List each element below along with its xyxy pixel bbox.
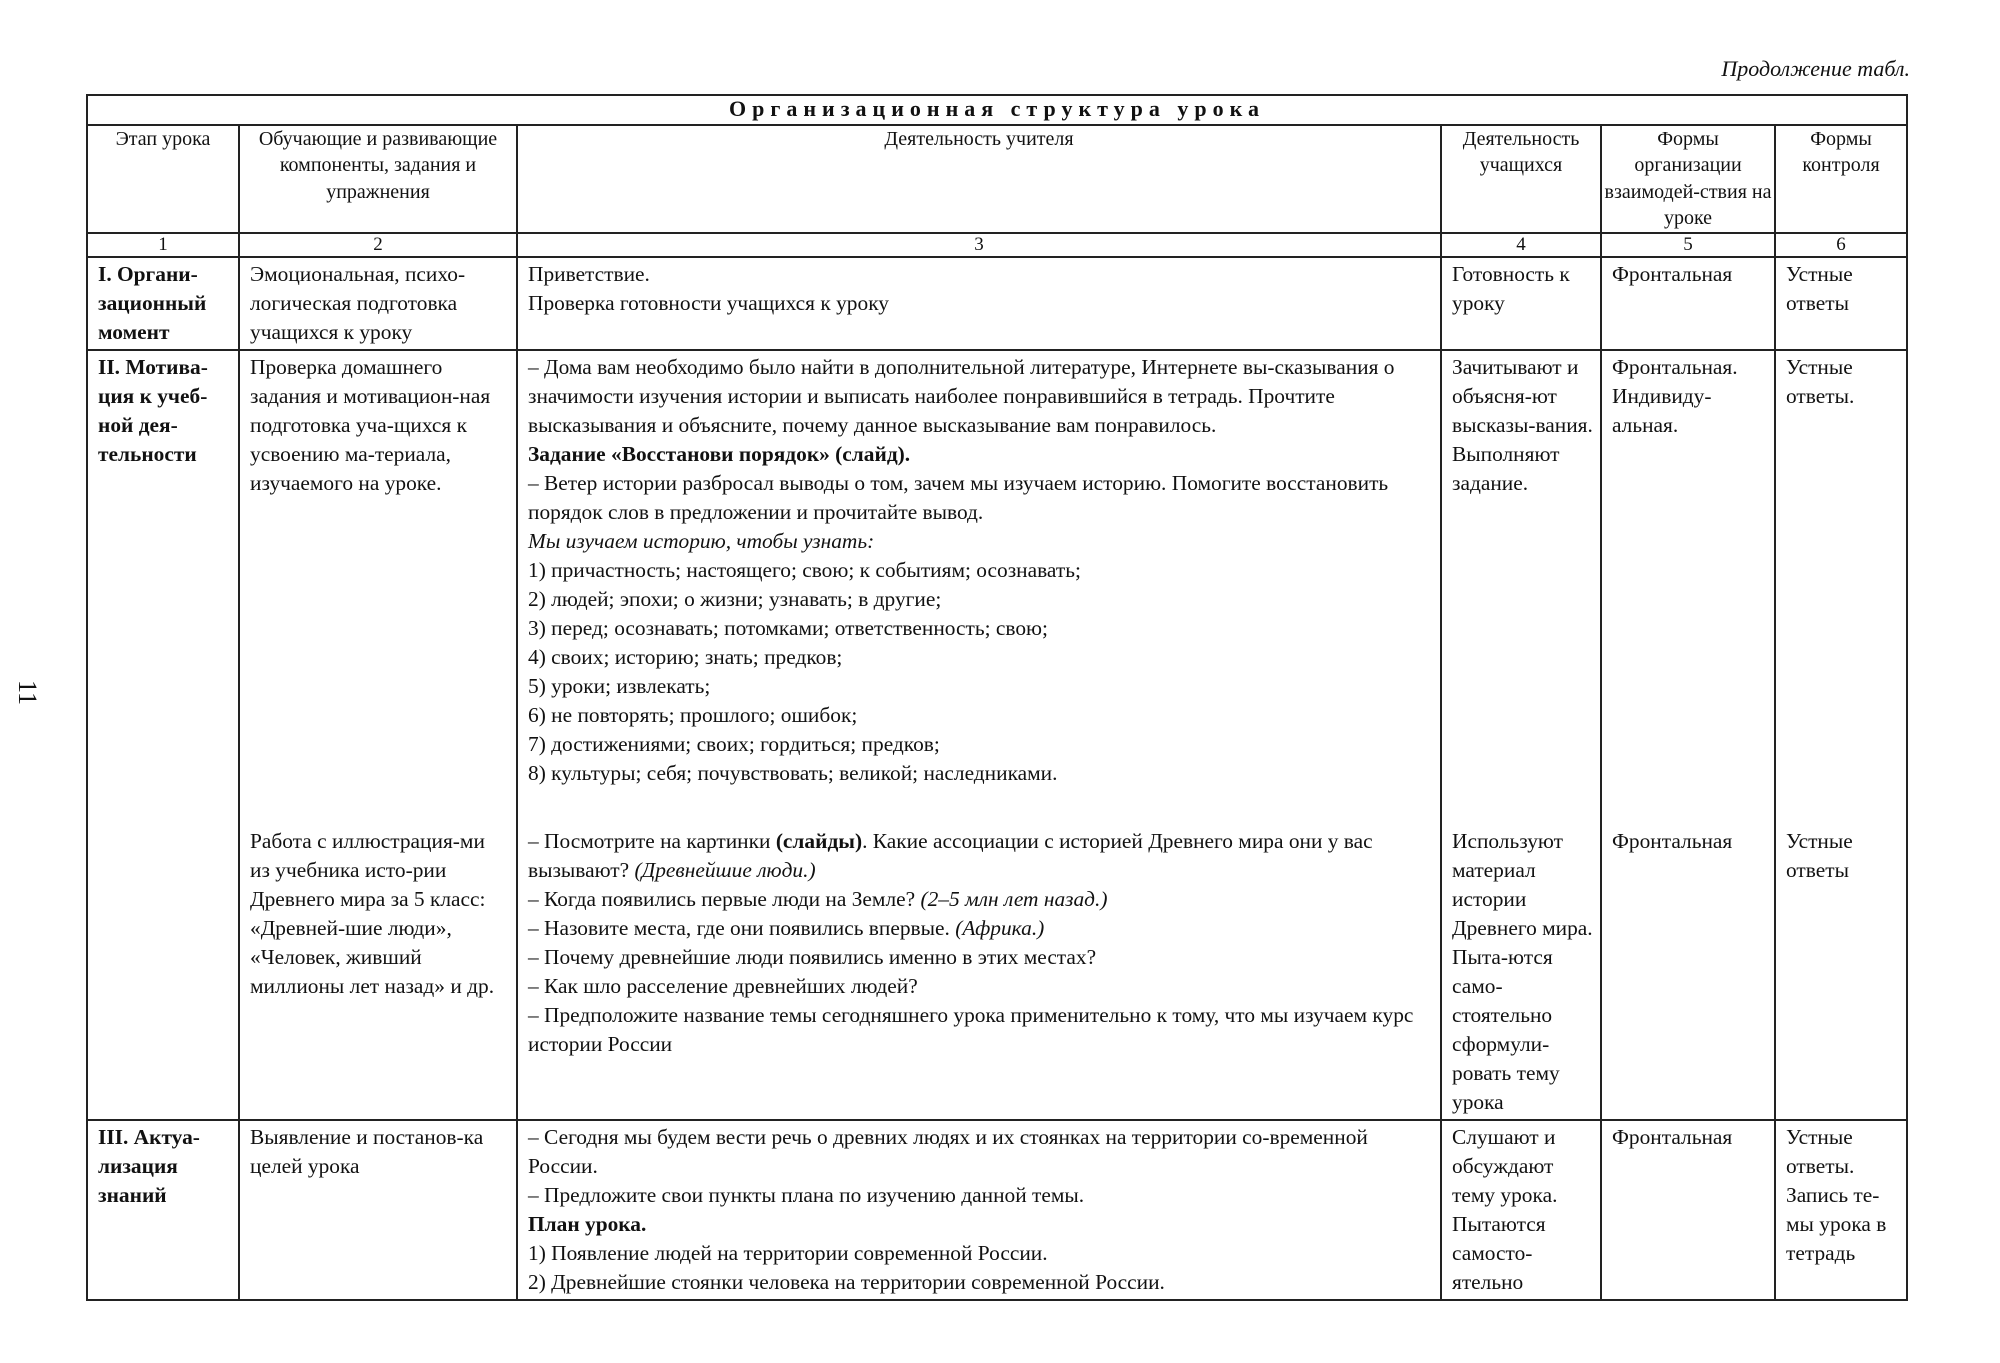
stage-label: I. Органи-зационный момент — [98, 262, 207, 344]
col-number: 5 — [1601, 233, 1775, 257]
component-text: Выявление и постанов-ка целей урока — [250, 1125, 484, 1178]
col-number: 2 — [239, 233, 517, 257]
teacher-line: – Предположите название темы сегодняшнего урока применительно к тому, что мы изучаем курс истории России — [528, 1003, 1414, 1056]
header-teacher: Деятельность учителя — [517, 125, 1441, 233]
col-number: 4 — [1441, 233, 1601, 257]
lesson-structure-table — [86, 94, 1908, 1301]
col-number: 6 — [1775, 233, 1907, 257]
control-form: Устные ответы — [1786, 829, 1853, 882]
control-form: Устные ответы. — [1786, 355, 1855, 408]
col-number: 3 — [517, 233, 1441, 257]
teacher-line: – Как шло расселение древнейших людей? — [528, 974, 918, 998]
teacher-line: – Когда появились первые люди на Земле? (2–5 млн лет назад.) — [528, 887, 1108, 911]
teacher-line: – Сегодня мы будем вести речь о древних людях и их стоянках на территории со-временной России. — [528, 1125, 1368, 1178]
plan-item: 1) Появление людей на территории современной России. — [528, 1241, 1048, 1265]
plan-title: План урока. — [528, 1212, 647, 1236]
interaction-form: Фронтальная — [1612, 262, 1733, 286]
students-activity: Готовность к уроку — [1452, 262, 1570, 315]
header-students: Деятельность учащихся — [1441, 125, 1601, 233]
task-item: 8) культуры; себя; почувствовать; великой; наследниками. — [528, 761, 1058, 785]
page-number: 11 — [13, 680, 42, 706]
task-item: 7) достижениями; своих; гордиться; предков; — [528, 732, 940, 756]
teacher-line: – Назовите места, где они появились впервые. (Африка.) — [528, 916, 1045, 940]
table-title: Организационная структура урока — [87, 95, 1907, 125]
task-item: 2) людей; эпохи; о жизни; узнавать; в другие; — [528, 587, 942, 611]
component-text: Эмоциональная, психо-логическая подготовка учащихся к уроку — [250, 262, 466, 344]
task-item: 4) своих; историю; знать; предков; — [528, 645, 843, 669]
teacher-activity — [518, 351, 1440, 825]
teacher-line: Приветствие. — [528, 262, 650, 286]
students-activity: Зачитывают и объясня-ют высказы-вания. Выполняют задание. — [1452, 355, 1593, 495]
teacher-line: – Ветер истории разбросал выводы о том, зачем мы изучаем историю. Помогите восстановить порядок слов в предложении и прочитайте вывод. — [528, 471, 1389, 524]
table-row — [87, 1120, 1907, 1300]
teacher-line: – Почему древнейшие люди появились именно в этих местах? — [528, 945, 1097, 969]
interaction-form: Фронтальная — [1612, 1125, 1733, 1149]
task-item: 6) не повторять; прошлого; ошибок; — [528, 703, 858, 727]
header-components: Обучающие и развивающие компоненты, задания и упражнения — [239, 125, 517, 233]
component-text: Проверка домашнего задания и мотивацион-ная подготовка уча-щихся к усвоению ма-териала, изучаемого на уроке. — [250, 355, 491, 495]
teacher-line: Проверка готовности учащихся к уроку — [528, 291, 889, 315]
teacher-line: – Дома вам необходимо было найти в дополнительной литературе, Интернете вы-сказывания о значимости изучения истории и выписать наиболее понравившийся в тетрадь. Прочтите высказывания и объясните, почему данное высказывание вам понравилось. — [528, 355, 1395, 437]
students-activity: Используют материал истории Древнего мира. Пыта-ются само-стоятельно сформули-ровать тему урока — [1452, 829, 1593, 1114]
table-row — [87, 257, 1907, 350]
teacher-activity — [518, 258, 1440, 320]
interaction-form: Фронтальная. Индивиду-альная. — [1612, 355, 1738, 437]
task-item: 5) уроки; извлекать; — [528, 674, 711, 698]
interaction-form: Фронтальная — [1612, 829, 1733, 853]
header-stage: Этап урока — [87, 125, 239, 233]
header-forms: Формы организации взаимодей-ствия на уроке — [1601, 125, 1775, 233]
control-form: Устные ответы — [1786, 262, 1853, 315]
column-number-row — [87, 233, 1907, 257]
students-activity: Слушают и обсуждают тему урока. Пытаются самосто-ятельно — [1452, 1125, 1558, 1294]
table-row — [87, 350, 1907, 1120]
continuation-note: Продолжение табл. — [1721, 56, 1910, 81]
teacher-line: – Посмотрите на картинки (слайды). Какие ассоциации с историей Древнего мира они у вас вызывают? (Древнейшие люди.) — [528, 829, 1373, 882]
teacher-line: – Предложите свои пункты плана по изучению данной темы. — [528, 1183, 1085, 1207]
stage-label: II. Мотива-ция к учеб-ной дея-тельности — [98, 355, 208, 466]
teacher-activity — [518, 1121, 1440, 1299]
stage-label: III. Актуа-лизация знаний — [98, 1125, 200, 1207]
component-text: Работа с иллюстрация-ми из учебника исто-рии Древнего мира за 5 класс: «Древней-шие люди», «Человек, живший миллионы лет назад» и др. — [250, 829, 495, 998]
teacher-activity — [518, 825, 1440, 1061]
header-row — [87, 125, 1907, 233]
task-lead: Мы изучаем историю, чтобы узнать: — [528, 529, 875, 553]
header-control: Формы контроля — [1775, 125, 1907, 233]
task-item: 3) перед; осознавать; потомками; ответственность; свою; — [528, 616, 1048, 640]
task-title: Задание «Восстанови порядок» (слайд). — [528, 442, 911, 466]
col-number: 1 — [87, 233, 239, 257]
task-item: 1) причастность; настоящего; свою; к событиям; осознавать; — [528, 558, 1081, 582]
control-form: Устные ответы. Запись те-мы урока в тетрадь — [1786, 1125, 1887, 1265]
plan-item: 2) Древнейшие стоянки человека на территории современной России. — [528, 1270, 1165, 1294]
